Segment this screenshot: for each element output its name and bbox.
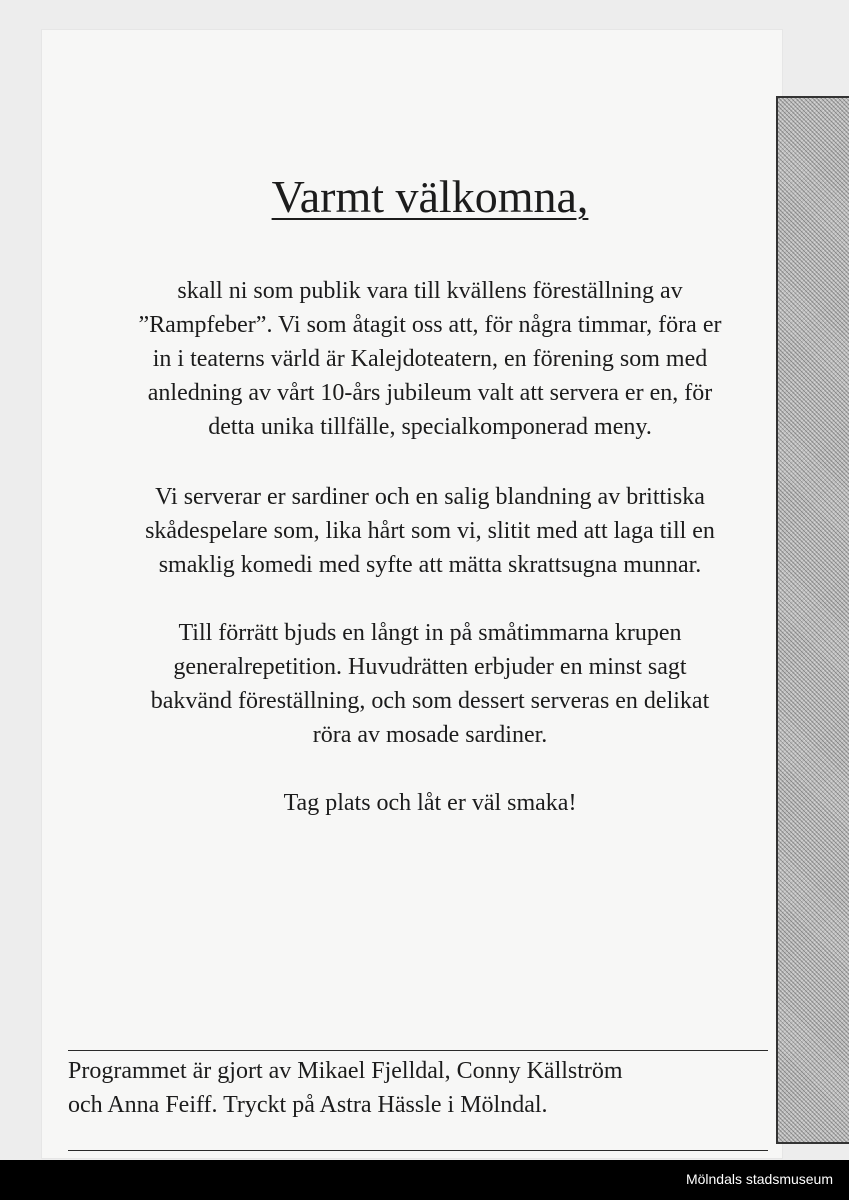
closing-paragraph xyxy=(70,786,790,820)
text-line: skådespelare som, lika hårt som vi, slitit med att laga till en xyxy=(145,518,715,544)
text-line: bakvänd föreställning, och som dessert serveras en delikat xyxy=(150,688,710,714)
courses-paragraph xyxy=(70,616,790,752)
credits-block xyxy=(68,1054,768,1122)
text-line: röra av mosade sardiner. xyxy=(312,722,548,748)
divider-line-bottom xyxy=(68,1150,768,1151)
text-line: Vi serverar er sardiner och en salig blandning av brittiska xyxy=(155,484,705,510)
text-line: generalrepetition. Huvudrätten erbjuder en minst sagt xyxy=(173,654,687,680)
text-line: detta unika tillfälle, specialkomponerad meny. xyxy=(208,414,652,440)
divider-line-top xyxy=(68,1050,768,1051)
text-line: smaklig komedi med syfte att mätta skrattsugna munnar. xyxy=(158,552,702,578)
text-line: skall ni som publik vara till kvällens föreställning av xyxy=(177,278,683,304)
text-line: anledning av vårt 10-års jubileum valt att servera er en, för xyxy=(147,380,713,406)
text-line: Tag plats och låt er väl smaka! xyxy=(283,790,577,816)
credits-line: Programmet är gjort av Mikael Fjelldal, Conny Källström xyxy=(68,1058,623,1084)
watermark-bar xyxy=(0,1160,849,1200)
welcome-paragraph xyxy=(70,274,790,444)
text-line: Till förrätt bjuds en långt in på småtimmarna krupen xyxy=(178,620,682,646)
menu-paragraph xyxy=(70,480,790,582)
page-title: Varmt välkomna, xyxy=(271,171,589,222)
text-line: ”Rampfeber”. Vi som åtagit oss att, för några timmar, föra er xyxy=(138,312,722,338)
credits-line: och Anna Feiff. Tryckt på Astra Hässle i Mölndal. xyxy=(68,1092,548,1118)
text-line: in i teaterns värld är Kalejdoteatern, en förening som med xyxy=(152,346,708,372)
watermark-text: Mölndals stadsmuseum xyxy=(685,1171,833,1187)
